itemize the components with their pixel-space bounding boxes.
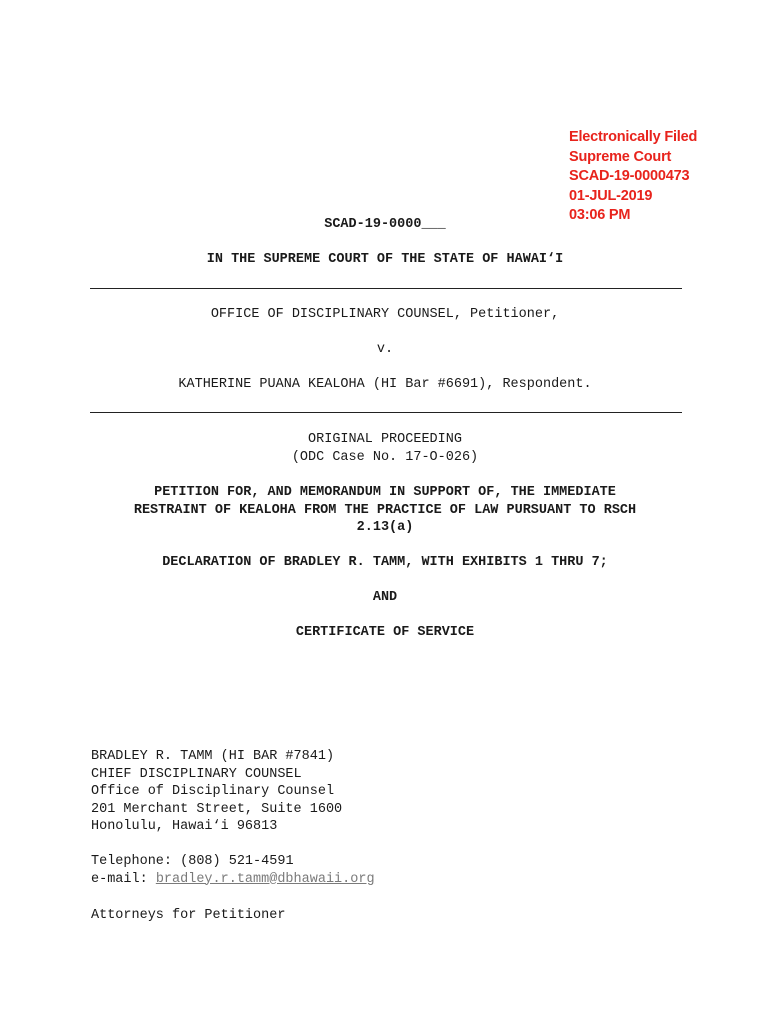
counsel-name: BRADLEY R. TAMM (HI BAR #7841) [91, 749, 335, 764]
counsel-street: 201 Merchant Street, Suite 1600 [91, 801, 343, 817]
email-label: e-mail: [91, 871, 156, 887]
counsel-title: CHIEF DISCIPLINARY COUNSEL [91, 766, 302, 782]
proceeding-type: ORIGINAL PROCEEDING [308, 432, 462, 447]
declaration-title: DECLARATION OF BRADLEY R. TAMM, WITH EXHIBITS 1 THRU 7; [162, 555, 608, 570]
telephone-label: Telephone: [91, 854, 181, 869]
stamp-date: 01-JUL-2019 [569, 187, 653, 204]
contact-block [91, 853, 375, 888]
petition-title-line-2: RESTRAINT OF KEALOHA FROM THE PRACTICE OF LAW PURSUANT TO RSCH [133, 503, 637, 518]
odc-case-number: (ODC Case No. 17-O-026) [291, 450, 479, 465]
telephone-line [91, 853, 375, 871]
electronic-filing-stamp [569, 128, 697, 226]
stamp-time: 03:06 PM [569, 207, 631, 223]
caption-bottom-rule [90, 412, 682, 413]
email-link[interactable]: bradley.r.tamm@dbhawaii.org [155, 871, 375, 887]
court-heading: IN THE SUPREME COURT OF THE STATE OF HAWAI‘I [206, 252, 564, 267]
counsel-city: Honolulu, Hawai‘i 96813 [91, 819, 278, 834]
stamp-case-number: SCAD-19-0000473 [569, 168, 690, 184]
counsel-block [91, 748, 342, 836]
telephone-number: (808) 521-4591 [180, 854, 294, 869]
caption-top-rule [90, 288, 682, 289]
petition-title-line-1: PETITION FOR, AND MEMORANDUM IN SUPPORT OF, THE IMMEDIATE [154, 485, 616, 500]
respondent-line: KATHERINE PUANA KEALOHA (HI Bar #6691), Respondent. [178, 377, 592, 392]
counsel-office: Office of Disciplinary Counsel [91, 784, 335, 799]
stamp-filed-line: Electronically Filed [569, 129, 698, 145]
stamp-court-line: Supreme Court [569, 148, 672, 165]
and-line: AND [372, 590, 398, 605]
petition-title-line-3: 2.13(a) [356, 520, 414, 535]
attorneys-for-line: Attorneys for Petitioner [91, 908, 286, 923]
case-number: SCAD-19-0000___ [324, 217, 446, 232]
email-line [91, 871, 375, 889]
petitioner-line: OFFICE OF DISCIPLINARY COUNSEL, Petitioner, [210, 307, 560, 322]
versus-line: v. [376, 342, 394, 357]
certificate-title: CERTIFICATE OF SERVICE [295, 625, 475, 640]
